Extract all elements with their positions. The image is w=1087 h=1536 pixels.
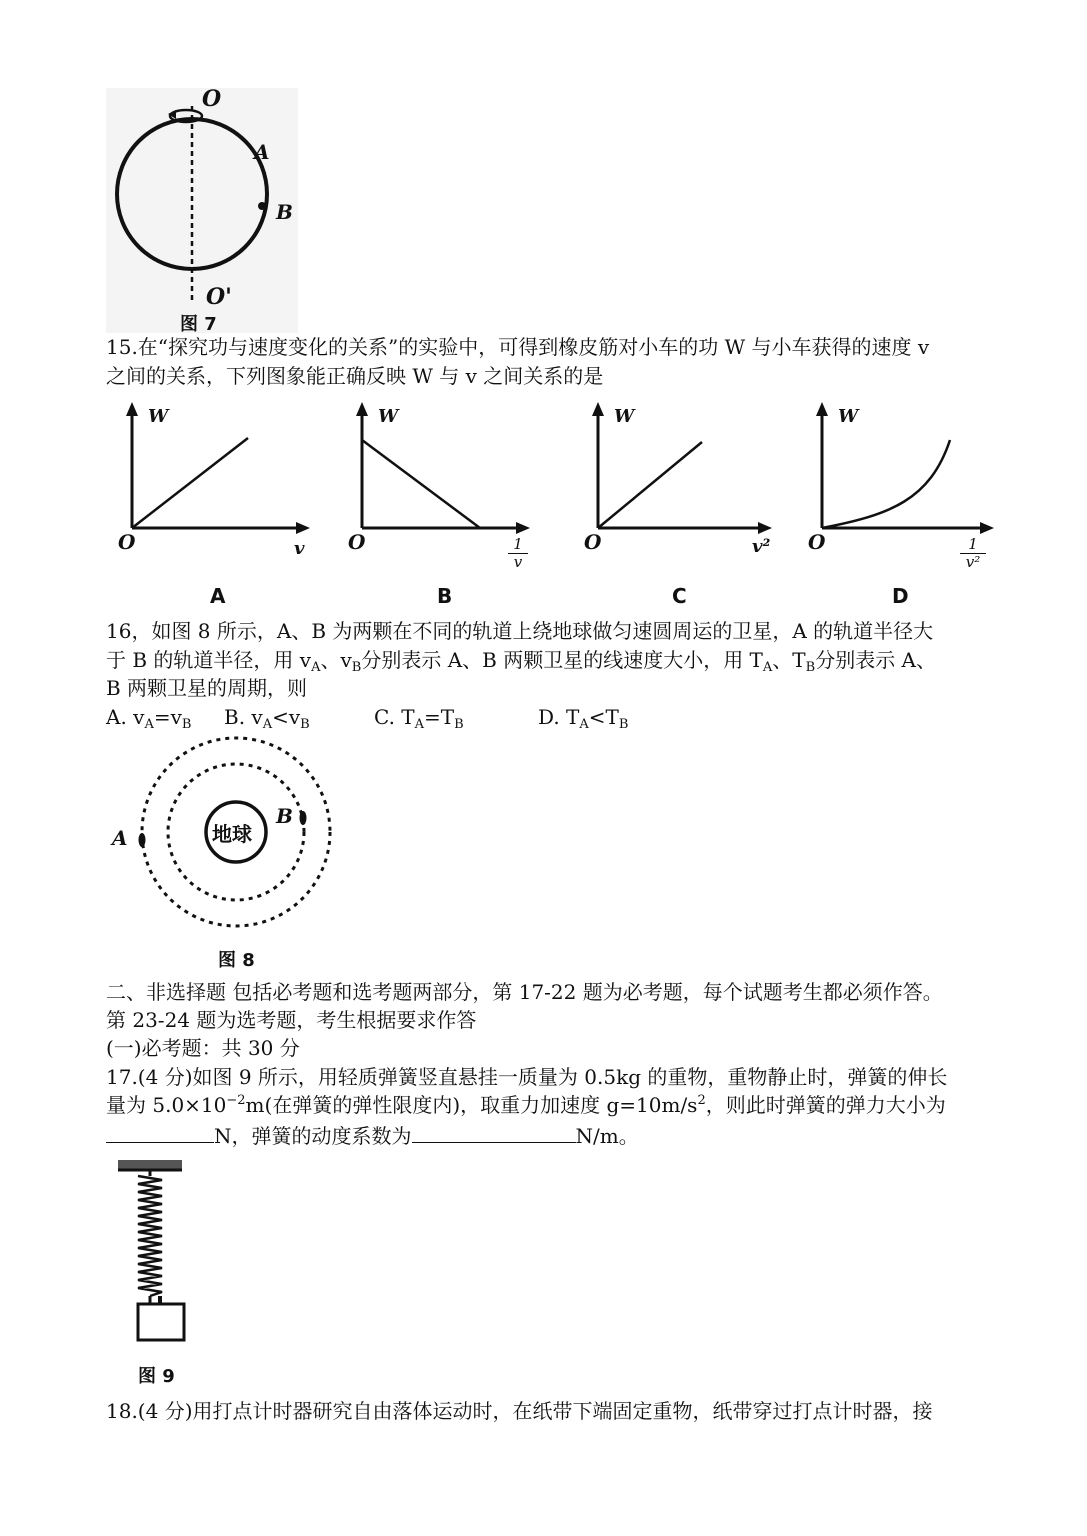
graph-d-x-numerator: 1 xyxy=(960,536,986,554)
option-c: C. $T_A=T_B$ xyxy=(374,705,464,732)
q16-sub-vB: B xyxy=(351,660,362,675)
figure-9-drawing xyxy=(112,1158,202,1348)
q17-line2-a: 量为 5.0×10 xyxy=(106,1093,227,1117)
q17-exponent: −2 xyxy=(226,1093,246,1108)
graph-a xyxy=(110,400,320,610)
graph-c-label: C xyxy=(672,584,687,608)
graph-a-origin: O xyxy=(118,530,136,554)
graph-d-label: D xyxy=(892,584,909,608)
graph-d-y-label: W xyxy=(838,406,859,427)
fig7-point-O: O xyxy=(202,86,222,112)
q17-line2-b: m(在弹簧的弹性限度内)，取重力加速度 g=10m/s xyxy=(245,1093,698,1117)
fig7-label: 图 7 xyxy=(180,314,217,335)
q15-line1: 15.在“探究功与速度变化的关系”的实验中，可得到橡皮筋对小车的功 W 与小车获得的速度 v xyxy=(106,335,930,359)
graph-a-y-label: W xyxy=(148,406,169,427)
q17-blank-stiffness[interactable] xyxy=(412,1120,576,1143)
figure-7-drawing xyxy=(106,88,298,333)
fig7-point-O-prime: O' xyxy=(206,284,232,310)
graph-b-label: B xyxy=(437,584,453,608)
q16-sub-TA: A xyxy=(762,660,773,675)
q17-line3 xyxy=(106,1120,639,1150)
graph-d-axes xyxy=(800,400,1010,550)
graph-c-y-label: W xyxy=(614,406,635,427)
section2-line2: 第 23-24 题为选考题，考生根据要求作答 xyxy=(106,1008,477,1032)
q17-exponent-2: 2 xyxy=(697,1093,706,1108)
q16-line1: 16，如图 8 所示，A、B 为两颗在不同的轨道上绕地球做匀速圆周运的卫星，A 的轨道半径大 xyxy=(106,619,934,643)
fig8-earth-label: 地球 xyxy=(212,822,252,846)
q17-line2-c: ，则此时弹簧的弹力大小为 xyxy=(705,1093,946,1117)
graph-b-axes xyxy=(340,400,550,550)
q16-sub-TB: B xyxy=(805,660,816,675)
q17-blank-force[interactable] xyxy=(106,1120,214,1143)
graph-d-x-fraction xyxy=(960,536,986,571)
graph-c-x-label: v² xyxy=(752,536,771,557)
q16-line2-c: 分别表示 A、B 两颗卫星的线速度大小，用 T xyxy=(361,648,763,672)
graph-c xyxy=(576,400,786,610)
fig8-sat-A: A xyxy=(112,826,128,850)
q16-line2 xyxy=(106,646,936,674)
figure-8 xyxy=(106,730,346,975)
graph-b-x-denominator: v xyxy=(513,553,523,571)
graph-a-label: A xyxy=(210,584,226,608)
figure-7 xyxy=(106,88,298,333)
q16-line2-d: 、T xyxy=(772,648,806,672)
fig9-label: 图 9 xyxy=(138,1366,175,1387)
graph-b-y-label: W xyxy=(378,406,399,427)
graph-a-x-label: v xyxy=(294,538,305,559)
graph-d-origin: O xyxy=(808,530,826,554)
option-d: D. $T_A<T_B$ xyxy=(538,705,629,732)
q17-line3-a: N，弹簧的动度系数为 xyxy=(214,1124,412,1148)
q16-line2-e: 分别表示 A、 xyxy=(815,648,937,672)
q16-sub-vA: A xyxy=(311,660,321,675)
fig7-point-B: B xyxy=(276,200,293,224)
q16-line3: B 两颗卫星的周期，则 xyxy=(106,676,308,700)
q17-line1: 17.(4 分)如图 9 所示，用轻质弹簧竖直悬挂一质量为 0.5kg 的重物，重物静止时，弹簧的伸长 xyxy=(106,1065,948,1089)
q16-line2-b: 、v xyxy=(320,648,352,672)
fig8-sat-B: B xyxy=(276,804,293,828)
section2-line1: 二、非选择题 包括必考题和选考题两部分，第 17-22 题为必考题，每个试题考生都必须作答。 xyxy=(106,980,943,1004)
fig7-point-A: A xyxy=(254,140,270,164)
graph-b-origin: O xyxy=(348,530,366,554)
graph-b-x-fraction xyxy=(508,536,528,571)
q15-line2: 之间的关系，下列图象能正确反映 W 与 v 之间关系的是 xyxy=(106,364,604,388)
q17-line2 xyxy=(106,1091,946,1119)
q16-line2-a: 于 B 的轨道半径，用 v xyxy=(106,648,312,672)
option-a: A. $v_A=v_B$ xyxy=(106,705,192,732)
graph-c-origin: O xyxy=(584,530,602,554)
graph-c-axes xyxy=(576,400,786,550)
graph-d-x-denominator: v² xyxy=(965,553,981,571)
figure-9 xyxy=(112,1158,202,1388)
fig8-label: 图 8 xyxy=(218,950,255,971)
q17-line3-b: N/m。 xyxy=(575,1124,639,1148)
section2-line3: (一)必考题：共 30 分 xyxy=(106,1036,300,1060)
q18-line1: 18.(4 分)用打点计时器研究自由落体运动时，在纸带下端固定重物，纸带穿过打点计时器，接 xyxy=(106,1399,933,1423)
graph-d xyxy=(800,400,1010,610)
graph-a-axes xyxy=(110,400,320,550)
graph-b-x-numerator: 1 xyxy=(508,536,528,554)
option-b: B. $v_A<v_B$ xyxy=(224,705,310,732)
graph-b xyxy=(340,400,550,610)
